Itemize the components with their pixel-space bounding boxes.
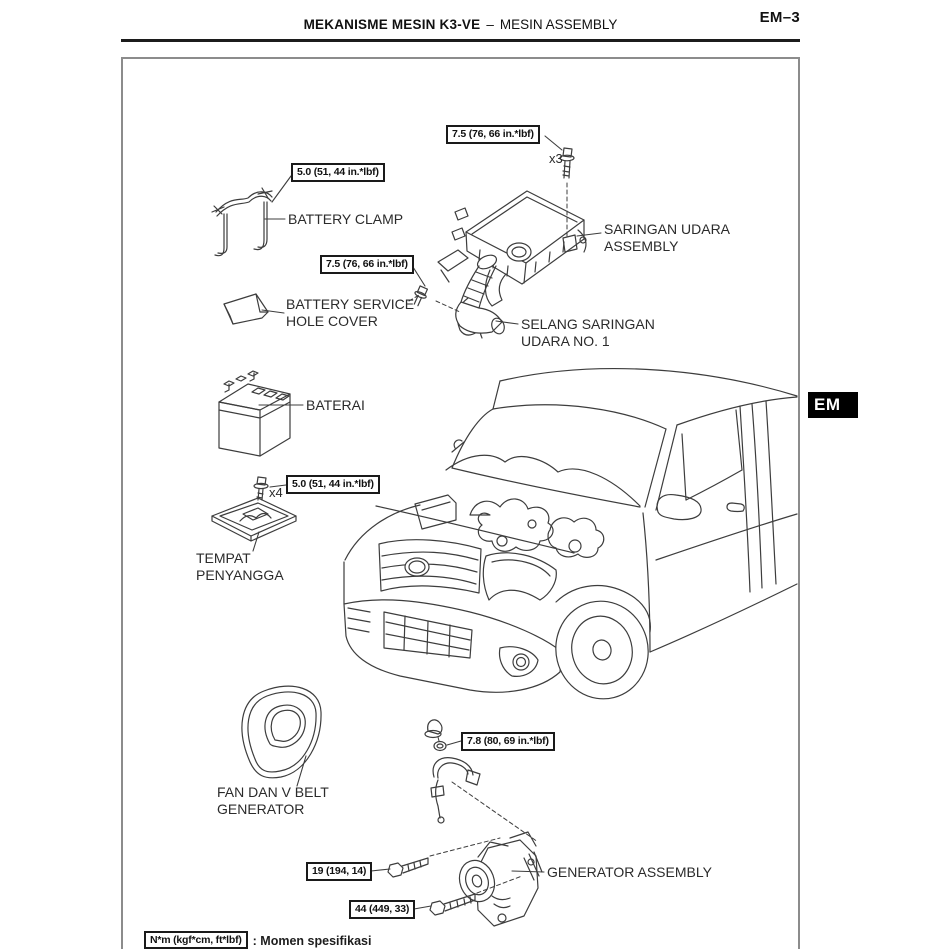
torque-spec-generator-lower-bolt: 44 (449, 33) (349, 900, 415, 919)
quantity-marker-x3: x3 (549, 151, 563, 166)
assembly-dashed-lines (409, 183, 567, 893)
label-baterai: BATERAI (306, 397, 365, 413)
label-generator-assembly: GENERATOR ASSEMBLY (547, 864, 712, 880)
page-code: EM–3 (759, 9, 800, 26)
footer-torque-unit-box: N*m (kgf*cm, ft*lbf) (144, 931, 248, 949)
label-fan-v-belt-generator: FAN DAN V BELT GENERATOR (217, 784, 329, 817)
page-title-bold: MEKANISME MESIN K3-VE (303, 17, 481, 32)
tray-art (212, 498, 296, 541)
hole-cover-art (224, 294, 268, 324)
footer-torque-note (144, 931, 371, 949)
label-battery-service-hole-cover: BATTERY SERVICE HOLE COVER (286, 296, 415, 329)
quantity-marker-x4: x4 (269, 485, 283, 500)
torque-spec-air-cleaner: 7.5 (76, 66 in.*lbf) (446, 125, 540, 144)
car-illustration (344, 369, 797, 709)
torque-spec-air-hose: 7.5 (76, 66 in.*lbf) (320, 255, 414, 274)
label-saringan-udara-assembly: SARINGAN UDARA ASSEMBLY (604, 221, 731, 254)
label-battery-clamp: BATTERY CLAMP (288, 211, 404, 227)
label-selang-saringan-udara: SELANG SARINGAN UDARA NO. 1 (521, 316, 655, 349)
battery-clamp-art (212, 188, 272, 256)
torque-spec-battery-clamp: 5.0 (51, 44 in.*lbf) (291, 163, 385, 182)
torque-spec-generator-bracket: 7.8 (80, 69 in.*lbf) (461, 732, 555, 751)
torque-spec-generator-upper-bolt: 19 (194, 14) (306, 862, 372, 881)
air-hose-art (438, 250, 506, 336)
label-tempat-penyangga: TEMPAT PENYANGGA (196, 550, 284, 583)
section-tab-em: EM (808, 392, 858, 418)
page-title-separator: – (486, 17, 494, 32)
belt-art (242, 686, 321, 778)
battery-art (219, 371, 290, 456)
torque-spec-battery-tray: 5.0 (51, 44 in.*lbf) (286, 475, 380, 494)
page-title-regular: MESIN ASSEMBLY (499, 17, 618, 32)
footer-torque-description: : Momen spesifikasi (252, 934, 372, 948)
